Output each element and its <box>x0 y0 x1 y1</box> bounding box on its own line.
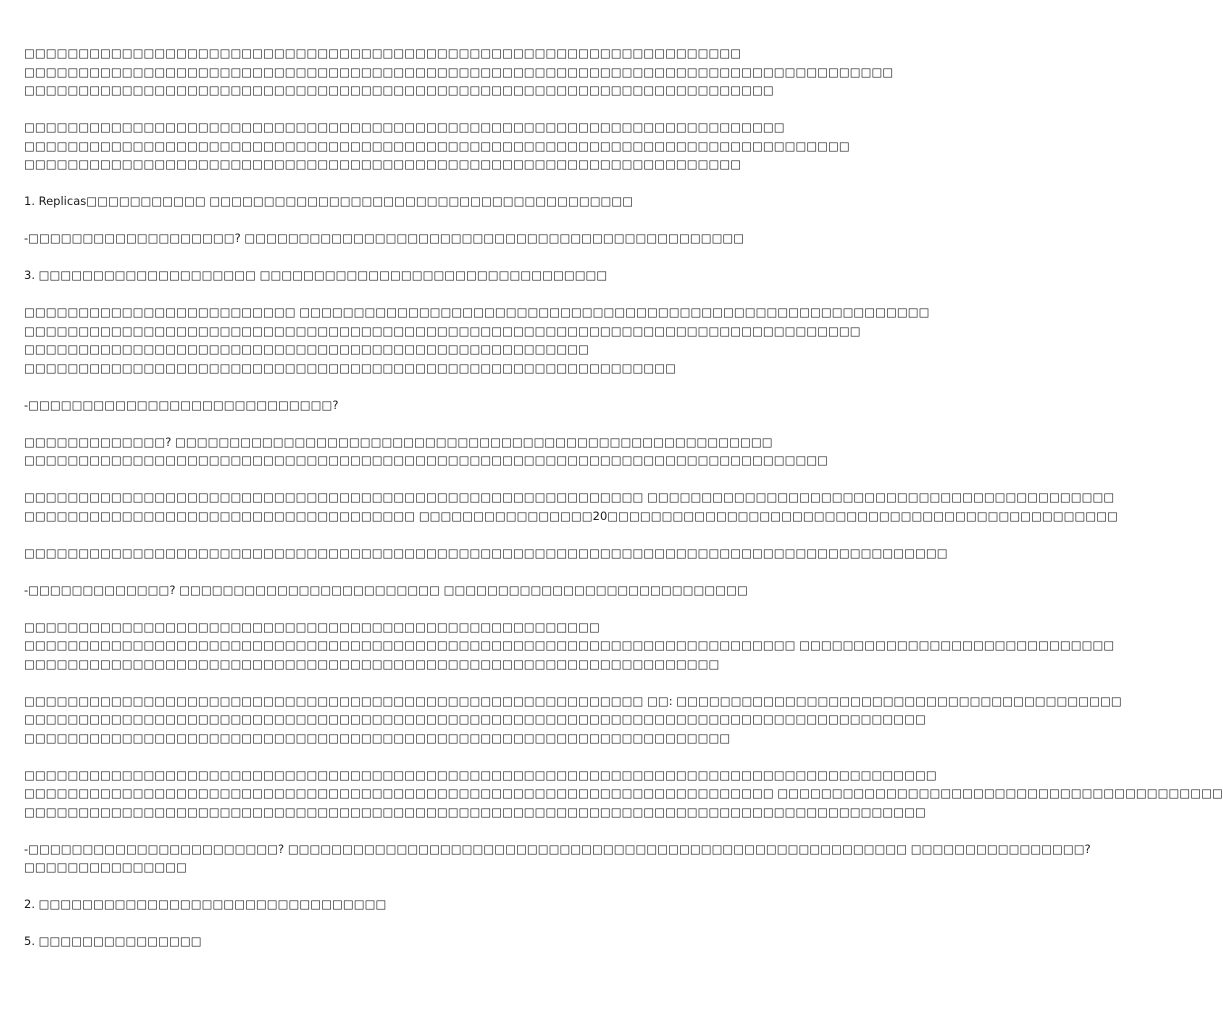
text-line: □□□□□□□□□□□□□□□□□□□□□□□□□□□□□□□□□□□□□□□□□□□□□□□□□□□□□□□□□□□□□□□□□□□□□□□□□□□□□ <box>24 323 861 338</box>
paragraph <box>24 229 745 248</box>
paragraph <box>24 932 700 951</box>
text-line: □□□□□□□□□□□□□□□□□□□□□□□□□□□□□□□□□□□□□□□□□□□□□□□□□□□□□□□□□□□□□□□□□□□□□□□□□□ <box>24 453 829 467</box>
text-line: □□□□□□□□□□□□□□□□□□□□□□□□□□□□□□□□□□□□□□□□□□□□□□□□□□□□□□□□□□□□□□□□□□□□□ □□□□□□□□□□□□□□□□□□□□□□□□□□□□□□□□□□□□□□□□□ <box>24 786 1223 800</box>
paragraph <box>24 692 1122 748</box>
text-line: □□□□□□□□□□□□□□□□□□□□□□□□□□□□□□□□□□□□□□□□□□□□□□□□□□□□□□□□□□□□□□□□□□□□□ <box>24 83 774 97</box>
text-line: 3. □□□□□□□□□□□□□□□□□□□□ □□□□□□□□□□□□□□□□□□□□□□□□□□□□□□□□ <box>24 268 608 282</box>
text-line: □□□□□□□□□□□□□□□□□□□□□□□□□□□□□□□□□□□□□□□□□□□□□□□□□□□□ <box>24 342 590 356</box>
paragraph <box>24 192 700 211</box>
paragraph <box>24 118 850 174</box>
paragraph <box>24 618 1115 674</box>
paragraph <box>24 766 1223 822</box>
text-line: □□□□□□□□□□□□□□□□□□□□□□□□□□□□□□□□□□□□□□□□□□□□□□□□□□□□□□□□□□□□□□□□ <box>24 656 720 671</box>
text-line: □□□□□□□□□□□□□□□□□□□□□□□□□□□□□□□□□□□□□□□□□□□□□□□□□□□□□□□□□□□□□□□□□□□□□□□□□□□□□□□□□□□□□ <box>24 545 948 560</box>
text-line: □□□□□□□□□□□□□□□□□□□□□□□□□□□□□□□□□□□□□□□□□□□□□□□□□□□□□□□□□□□□□□□□□□ <box>24 46 742 60</box>
text-line: □□□□□□□□□□□□□□□□□□□□□□□□□□□□□□□□□□□□□□□□□□□□□□□□□□□□□□□□□□□□□□□□□□□□□□□□□□□□ <box>24 138 850 153</box>
text-line: -□□□□□□□□□□□□□□□□□□□□□□□□□□□□? <box>24 397 339 412</box>
text-line: □□□□□□□□□□□□□? □□□□□□□□□□□□□□□□□□□□□□□□□□□□□□□□□□□□□□□□□□□□□□□□□□□□□□□ <box>24 434 773 449</box>
text-line: □□□□□□□□□□□□□□□□□□□□□□□□□□□□□□□□□□□□□□□□□□□□□□□□□□□□□ <box>24 619 600 634</box>
text-line: 1. Replicas□□□□□□□□□□□ □□□□□□□□□□□□□□□□□□□□□□□□□□□□□□□□□□□□□□□ <box>24 194 634 208</box>
text-line: □□□□□□□□□□□□□□□□□□□□□□□□□□□□□□□□□□□□□□□□□□□□□□□□□□□□□□□□□□□□□□□□□□□□□□□ □□□□□□□□□□□□□□□□□□□□□□□□□□□□□ <box>24 638 1115 652</box>
text-line: -□□□□□□□□□□□□□? □□□□□□□□□□□□□□□□□□□□□□□□ □□□□□□□□□□□□□□□□□□□□□□□□□□□□ <box>24 582 748 597</box>
paragraph <box>24 266 700 285</box>
text-line: □□□□□□□□□□□□□□□□□□□□□□□□□□□□□□□□□□□□□□□□□□□□□□□□□□□□□□□□□□□□□□□□□□□□□□□□□□□□□□□□□□□ <box>24 804 926 819</box>
text-line: □□□□□□□□□□□□□□□□□□□□□□□□□□□□□□□□□□□□□□□□□□□□□□□□□□□□□□□□□□□□□□□□□□ <box>24 157 742 171</box>
paragraph <box>24 581 748 600</box>
text-line: -□□□□□□□□□□□□□□□□□□□□□□□? □□□□□□□□□□□□□□□□□□□□□□□□□□□□□□□□□□□□□□□□□□□□□□□□□□□□□□□□□ □□□□□□□□□□□□□□□□? <box>24 841 1091 856</box>
text-line: □□□□□□□□□□□□□□□□□□□□□□□□□□□□□□□□□□□□□□□□□□□□□□□□□□□□□□□□□□□□□□□□□□□□□□□□□□□□□□□□□□□ <box>24 712 926 726</box>
paragraph <box>24 544 948 563</box>
text-line: 5. □□□□□□□□□□□□□□□ <box>24 934 202 948</box>
text-line: 2. □□□□□□□□□□□□□□□□□□□□□□□□□□□□□□□□ <box>24 897 387 911</box>
document-body <box>24 44 1223 969</box>
paragraph <box>24 303 930 377</box>
text-line: □□□□□□□□□□□□□□□□□□□□□□□□□ □□□□□□□□□□□□□□□□□□□□□□□□□□□□□□□□□□□□□□□□□□□□□□□□□□□□□□□□□□ <box>24 305 930 319</box>
text-line: □□□□□□□□□□□□□□□□□□□□□□□□□□□□□□□□□□□□□□□□□□□□□□□□□□□□□□□□□□□□□□□□□□□□□□□□□□□□□□□□ <box>24 64 894 79</box>
paragraph <box>24 895 700 914</box>
paragraph <box>24 840 1091 877</box>
text-line: □□□□□□□□□□□□□□□□□□□□□□□□□□□□□□□□□□□□□□□□□□□□□□□□□□□□□□□□□□□□ <box>24 360 676 375</box>
text-line: □□□□□□□□□□□□□□□□□□□□□□□□□□□□□□□□□□□□ □□□□□□□□□□□□□□□□20□□□□□□□□□□□□□□□□□□□□□□□□□□□□□□□□□□□□□□□□□□□□□□□ <box>24 508 1118 523</box>
text-line: □□□□□□□□□□□□□□□□□□□□□□□□□□□□□□□□□□□□□□□□□□□□□□□□□□□□□□□□□ □□: □□□□□□□□□□□□□□□□□□□□□□□□□□□□□□□□□□□□□□□□□ <box>24 693 1122 708</box>
text-line: □□□□□□□□□□□□□□□□□□□□□□□□□□□□□□□□□□□□□□□□□□□□□□□□□□□□□□□□□ □□□□□□□□□□□□□□□□□□□□□□□□□□□□□□□□□□□□□□□□□□□ <box>24 490 1115 504</box>
text-line: □□□□□□□□□□□□□□□ <box>24 860 187 874</box>
paragraph <box>24 396 700 415</box>
text-line: □□□□□□□□□□□□□□□□□□□□□□□□□□□□□□□□□□□□□□□□□□□□□□□□□□□□□□□□□□□□□□□□□□□□□□ <box>24 120 785 134</box>
paragraph <box>24 44 894 100</box>
text-line: -□□□□□□□□□□□□□□□□□□□? □□□□□□□□□□□□□□□□□□□□□□□□□□□□□□□□□□□□□□□□□□□□□□ <box>24 231 745 245</box>
text-line: □□□□□□□□□□□□□□□□□□□□□□□□□□□□□□□□□□□□□□□□□□□□□□□□□□□□□□□□□□□□□□□□□ <box>24 730 731 745</box>
paragraph <box>24 488 1118 525</box>
paragraph <box>24 433 829 470</box>
text-line: □□□□□□□□□□□□□□□□□□□□□□□□□□□□□□□□□□□□□□□□□□□□□□□□□□□□□□□□□□□□□□□□□□□□□□□□□□□□□□□□□□□□ <box>24 767 937 782</box>
